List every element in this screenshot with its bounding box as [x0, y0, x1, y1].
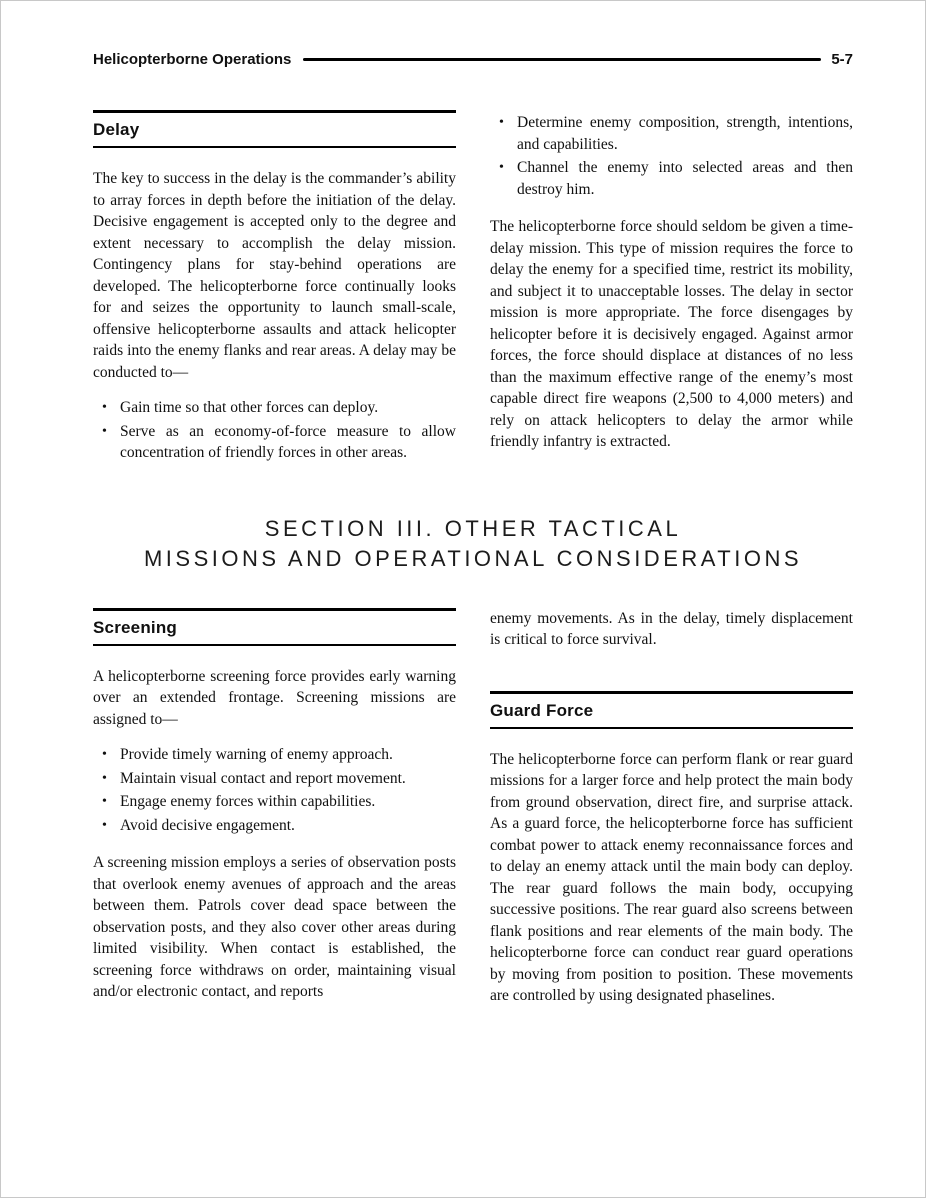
- left-column-2: [93, 608, 456, 1007]
- list-item: • Avoid decisive engagement.: [93, 815, 456, 837]
- delay-bullet-list: [93, 397, 456, 464]
- guard-force-paragraph: The helicopterborne force can perform flank or rear guard missions for a larger force and help protect the main body from ground observation, direct fire, and surprise attack. As a guard force, the helicopterborne force has sufficient combat power to attack enemy reconnaissance forces and to delay an enemy attack until the main body can deploy. The rear guard follows the main body, occupying successive positions. The rear guard also screens between flank positions and rear elements of the main body. The helicopterborne force can conduct rear guard operations by moving from position to position. These movements are controlled by using designated phaselines.: [490, 750, 853, 1004]
- screening-guard-section: [93, 608, 853, 1007]
- delay-paragraph-2: The helicopterborne force should seldom be given a time-delay mission. This type of mission requires the force to delay the enemy for a specified time, restrict its mobility, and subject it to unacceptable losses. The delay in sector mission is more appropriate. The force disengages by helicopter before it is decisively engaged. Against armor forces, the force should displace at distances of no less than the maximum effective range of the enemy’s most capable direct fire weapons (2,500 to 4,000 meters) and rely on attack helicopters to delay the armor while friendly infantry is extracted.: [490, 218, 853, 450]
- section-title: [93, 514, 853, 574]
- delay-section: [93, 110, 853, 480]
- page-number: 5-7: [831, 51, 853, 68]
- heading-guard-force: Guard Force: [490, 691, 853, 729]
- running-header-title: Helicopterborne Operations: [93, 51, 292, 68]
- screening-continuation: enemy movements. As in the delay, timely displacement is critical to force survival.: [490, 609, 853, 648]
- list-item: • Channel the enemy into selected areas and then destroy him.: [490, 157, 853, 200]
- section-title-line-1: SECTION III. OTHER TACTICAL: [264, 515, 682, 541]
- right-column: [490, 110, 853, 480]
- list-item: • Gain time so that other forces can deploy.: [93, 397, 456, 419]
- list-item: • Serve as an economy-of-force measure to allow concentration of friendly forces in other areas.: [93, 421, 456, 464]
- header-rule: [303, 58, 821, 61]
- heading-delay: Delay: [93, 110, 456, 148]
- page-header: [93, 51, 853, 68]
- list-item: • Maintain visual contact and report movement.: [93, 768, 456, 790]
- screening-paragraph-1: A helicopterborne screening force provides early warning over an extended frontage. Screening missions are assigned to—: [93, 667, 456, 728]
- screening-bullet-list: [93, 744, 456, 836]
- delay-paragraph: The key to success in the delay is the commander’s ability to array forces in depth before the initiation of the delay. Decisive engagement is accepted only to the degree and extent necessary to accomplish the delay mission. Contingency plans for stay-behind operations are developed. The helicopterborne force continually looks for and seizes the opportunity to launch small-scale, offensive helicopterborne assaults and attack helicopter raids into the enemy flanks and rear areas. A delay may be conducted to—: [93, 170, 456, 381]
- right-column-2: [490, 608, 853, 1007]
- heading-screening: Screening: [93, 608, 456, 646]
- section-title-line-2: MISSIONS AND OPERATIONAL CONSIDERATIONS: [143, 545, 803, 571]
- list-item: • Determine enemy composition, strength, intentions, and capabilities.: [490, 112, 853, 155]
- screening-paragraph-2: A screening mission employs a series of observation posts that overlook enemy avenues of approach and the areas between them. Patrols cover dead space between the observation posts, and they also cover other areas during limited visibility. When contact is established, the screening force withdraws on order, maintaining visual and/or electronic contact, and reports: [93, 854, 456, 1000]
- list-item: • Engage enemy forces within capabilities.: [93, 791, 456, 813]
- left-column: [93, 110, 456, 480]
- list-item: • Provide timely warning of enemy approach.: [93, 744, 456, 766]
- delay-right-bullet-list: [490, 112, 853, 200]
